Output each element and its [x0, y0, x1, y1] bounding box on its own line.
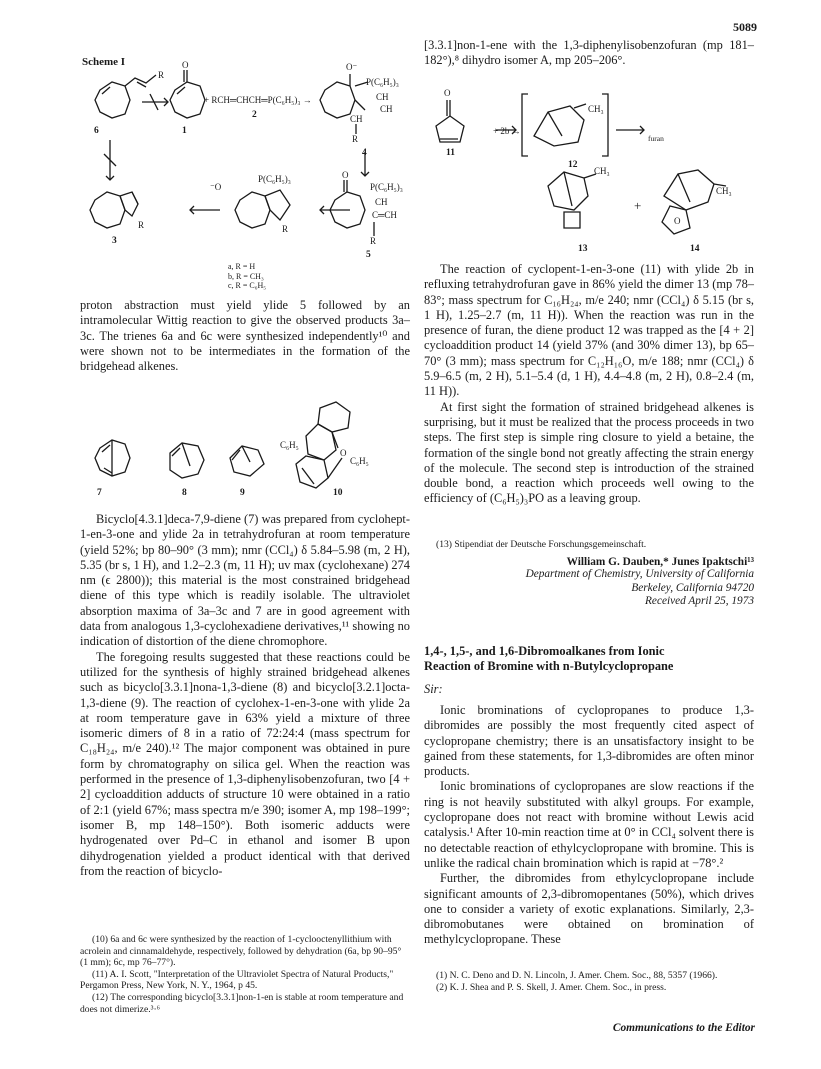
- r-group-b: b, R = CH₃: [228, 271, 264, 281]
- paragraph-text: Bicyclo[4.3.1]deca-7,9-diene (7) was prepared from cyclohept-1-en-3-one and ylide 2a in tetrahydrofuran at room temperature (yield 52%; bp 80–90° (3 mm); nmr (CCl₄) δ 5.84–5.98 (m, 2 H), 5.35 (br s, 1 H), and 1.2–2.3 (m, 11 H); uv max (cyclohexane) 274 nm (ϵ 2800)); this material is the most constrained bridgehead diene of this type which is readily isolable. The ultraviolet absorption maxima of 3a–3c and 7 are in good agreement with data from analogous 1,3-cyclohexadiene derivatives,¹¹ showing no indication of distortion of the diene chromophore.: [80, 512, 410, 649]
- right-footnote-13: [424, 539, 754, 551]
- furan-label: furan: [648, 134, 664, 143]
- svg-text:R: R: [158, 70, 165, 80]
- received-date: Received April 25, 1973: [645, 595, 754, 608]
- svg-text:O: O: [674, 216, 681, 226]
- footnote-13: (13) Stipendiat der Deutsche Forschungsgemeinschaft.: [436, 539, 647, 550]
- right-paragraphs-1: [424, 262, 754, 507]
- salutation: Sir:: [424, 682, 443, 696]
- svg-text:P(C₆H₅)₃: P(C₆H₅)₃: [258, 174, 291, 184]
- structures-7-10-diagram: [80, 398, 420, 498]
- paragraph-text: The foregoing results suggested that these reactions could be utilized for the synthesis of highly strained bridgehead alkenes such as bicyclo[3.3.1]nona-1,3-diene (8) and bicyclo[3.2.1]octa-1,3-diene (9). The reaction of cyclohex-1-en-3-one with ylide 2a at room temperature gave in 63% yield a mixture of three isomeric dimers of 8 in a ratio of 72:24:4 (mass spectrum for C₁₈H₂₄, m/e 240).¹² The major component was obtained in pure form by chromatography on silica gel. When the reaction was performed in the presence of 1,3-diphenylisobenzofuran, two [4 + 2] cycloaddition adducts of structure 10 were obtained in a ratio of 2:1 (yield 67%; mass spectra m/e 390; isomer A, mp 198–199°; isomer B, mp 148–150°). Both isomeric adducts were hydrogenated over Pd–C in ethanol and isomer B upon dihydrogenation yielded a product identical with that derived from the reaction of bicyclo-: [80, 649, 410, 878]
- compound-label-4: 4: [362, 148, 367, 158]
- svg-text:P(C₆H₅)₃: P(C₆H₅)₃: [370, 182, 403, 192]
- compound-label-8: 8: [182, 488, 187, 498]
- left-paragraph-1: [80, 298, 410, 374]
- page-number: 5089: [733, 20, 757, 34]
- compound-label-12: 12: [568, 160, 578, 170]
- svg-text:C═CH: C═CH: [372, 210, 397, 220]
- footnote-12: (12) The corresponding bicyclo[3.3.1]non-1-en is stable at room temperature and does not dimerize.³·⁶: [80, 991, 404, 1015]
- title-line-2: Reaction of Bromine with n-Butylcyclopropane: [424, 659, 674, 673]
- svg-text:⁻O: ⁻O: [210, 182, 222, 192]
- ch3-label: CH₃: [588, 104, 604, 114]
- footnote-1: (1) N. C. Deno and D. N. Lincoln, J. Amer. Chem. Soc., 88, 5357 (1966).: [436, 970, 718, 981]
- svg-text:CH: CH: [380, 104, 393, 114]
- right-paragraphs-2: [424, 703, 754, 948]
- compound-label-1: 1: [182, 126, 187, 136]
- compound-label-5: 5: [366, 250, 371, 260]
- paragraph-text: At first sight the formation of strained bridgehead alkenes is surprising, but it must be realized that the process proceeds in two steps. The first step is simple ring closure to yield a betaine, the formation of the single bond not greatly affecting the strain energy of the molecule. The second step is introduction of the strained double bond, a reaction which proceeds well owing to the efficiency of (C₆H₅)₃PO as a leaving group.: [424, 399, 754, 506]
- svg-text:R: R: [282, 224, 289, 234]
- svg-text:+: +: [634, 198, 642, 213]
- right-paragraph-top: [424, 38, 754, 69]
- svg-text:O⁻: O⁻: [346, 62, 358, 72]
- article-title: [424, 644, 754, 674]
- compound-label-9: 9: [240, 488, 245, 498]
- svg-text:CH₃: CH₃: [716, 186, 732, 196]
- svg-text:R: R: [138, 220, 145, 230]
- scheme-1-diagram: [80, 60, 420, 270]
- compound-label-10: 10: [333, 488, 343, 498]
- svg-text:R: R: [352, 134, 359, 144]
- reagent-text: + RCH═CHCH═P(C₆H₅)₃ →: [204, 95, 312, 105]
- author-names: William G. Dauben,* Junes Ipaktschi¹³: [566, 556, 754, 568]
- paragraph-text: [3.3.1]non-1-ene with the 1,3-diphenylisobenzofuran (mp 181–182°),⁸ dihydro isomer A, mp 205–206°.: [424, 38, 754, 68]
- plus-2b-label: + 2b →: [493, 126, 521, 136]
- paragraph-text: proton abstraction must yield ylide 5 followed by an intramolecular Wittig reaction to give the observed products 3a–3c. The trienes 6a and 6c were synthesized independently¹⁰ and were shown not to be intermediates in the formation of the bridgehead alkenes.: [80, 298, 410, 374]
- scheme-title: Scheme I: [82, 56, 126, 68]
- svg-text:CH: CH: [350, 114, 363, 124]
- page-footer: Communications to the Editor: [612, 1022, 755, 1034]
- left-footnotes: [80, 934, 410, 1015]
- svg-text:O: O: [182, 60, 189, 70]
- svg-text:P(C₆H₅)₃: P(C₆H₅)₃: [366, 77, 399, 87]
- compound-label-7: 7: [97, 488, 102, 498]
- svg-text:R: R: [370, 236, 377, 246]
- left-paragraph-2: [80, 512, 410, 879]
- right-footnotes: [424, 970, 754, 993]
- paragraph-text: Ionic brominations of cyclopropanes to produce 1,3-dibromides are possibly the most frequently cited aspect of cyclopropane chemistry; there is an unsatisfactory insight to be gained from these statements, for 1,3-dibromides are often minor products.: [424, 703, 754, 779]
- svg-text:O: O: [340, 448, 347, 458]
- footnote-11: (11) A. I. Scott, "Interpretation of the Ultraviolet Spectra of Natural Products," Pergamon Press, New York, N. Y., 1964, p 45.: [80, 968, 394, 992]
- footnote-10: (10) 6a and 6c were synthesized by the reaction of 1-cyclooctenyllithium with acrolein and cinnamaldehyde, respectively, followed by dehydration (6a, bp 90–95° (1 mm); 6c, mp 76–77°).: [80, 934, 402, 969]
- compound-label-14: 14: [690, 244, 700, 254]
- paragraph-text: Ionic brominations of cyclopropanes are slow reactions if the ring is not heavily substituted with alkyl groups. For example, cyclopropane does not react with bromine without Lewis acid catalysis.¹ After 10-min reaction time at 0° in CCl₄ solvent there is no detectable reaction of ethylcyclopropane with bromine. This is unlike the radical chain bromination which is rapid at −78°.²: [424, 779, 754, 870]
- svg-text:CH: CH: [375, 197, 388, 207]
- title-line-1: 1,4-, 1,5-, and 1,6-Dibromoalkanes from Ionic: [424, 644, 665, 658]
- affiliation-1: Department of Chemistry, University of California: [525, 568, 754, 580]
- compound-label-13: 13: [578, 244, 588, 254]
- compound-label-11: 11: [446, 148, 455, 158]
- paragraph-text: Further, the dibromides from ethylcyclopropane include significant amounts of 2,3-dibromopentanes (50%), which drives one to consider a variety of exotic explanations. Similarly, 2,3-dibromobutanes were obtained on bromination of methylcyclopropane. These: [424, 871, 754, 947]
- r-group-a: a, R = H: [228, 262, 256, 271]
- affiliation-2: Berkeley, California 94720: [631, 581, 754, 594]
- compound-label-2: 2: [252, 110, 257, 120]
- svg-text:C₆H₅: C₆H₅: [280, 440, 299, 450]
- compound-label-6: 6: [94, 126, 99, 136]
- svg-text:O: O: [342, 170, 349, 180]
- r-group-list: [228, 262, 266, 291]
- svg-text:O: O: [444, 88, 451, 98]
- svg-text:CH: CH: [376, 92, 389, 102]
- author-signature: [424, 556, 754, 609]
- footnote-2: (2) K. J. Shea and P. S. Skell, J. Amer. Chem. Soc., in press.: [436, 981, 667, 993]
- r-group-c: c, R = C₆H₅: [228, 281, 267, 290]
- svg-text:CH₃: CH₃: [594, 166, 610, 176]
- paragraph-text: The reaction of cyclopent-1-en-3-one (11) with ylide 2b in refluxing tetrahydrofuran gave in 86% yield the dimer 13 (mp 78–83°; mass spectrum for C₁₆H₂₄, m/e 240; nmr (CCl₄) δ 5.15 (br s, 1 H), 1.25–2.7 (m, 11 H)). When the reaction was run in the presence of furan, the diene product 12 was trapped as the [4 + 2] cycloaddition product 14 (yield 37% (and 30% dimer 13), bp 65–70° (3 mm); mass spectrum for C₁₂H₁₆O, m/e 188; nmr (CCl₄) δ 5.9–6.5 (m, 2 H), 5.1–5.4 (d, 1 H), 4.4–4.8 (m, 2 H), 0.8–2.4 (m, 11 H)).: [424, 262, 754, 399]
- svg-text:C₆H₅: C₆H₅: [350, 456, 369, 466]
- compound-label-3: 3: [112, 236, 117, 246]
